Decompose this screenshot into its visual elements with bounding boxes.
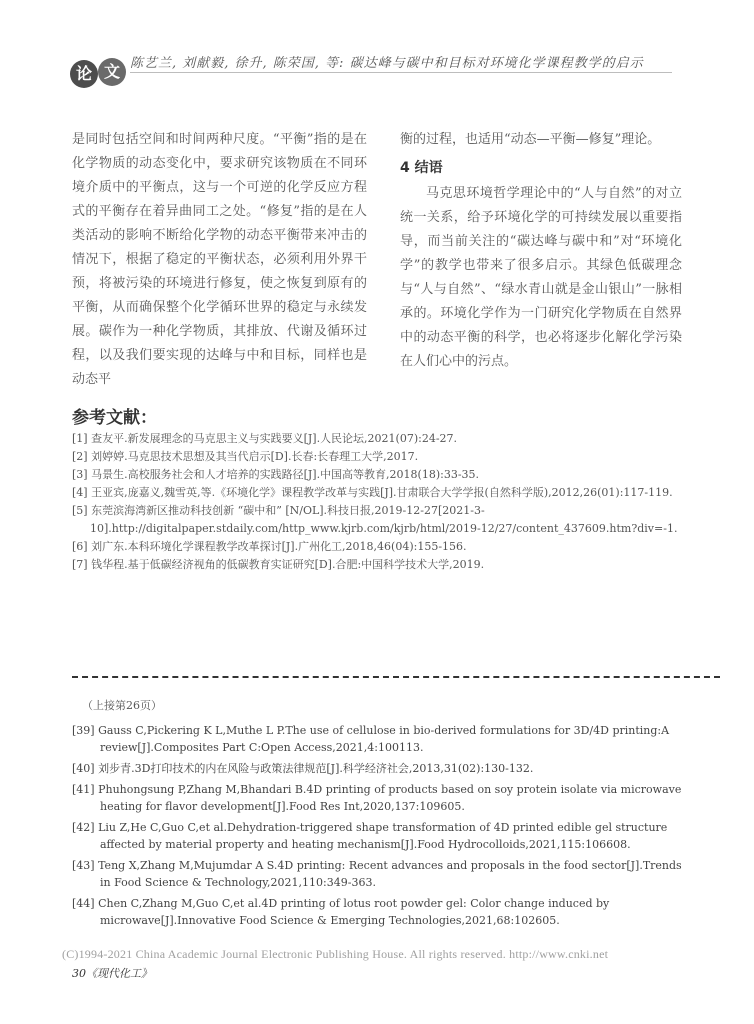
reference-item: [41] Phuhongsung P,Zhang M,Bhandari B.4D printing of products based on soy protein isolate via microwave heating for flavor development[J].Food Res Int,2020,137:109605. bbox=[72, 783, 682, 813]
reference-item: [1] 查友平.新发展理念的马克思主义与实践要义[J].人民论坛,2021(07):24-27. bbox=[72, 432, 458, 445]
page-number: 30《现代化工》 bbox=[72, 967, 152, 980]
reference-item: [6] 刘广东.本科环境化学课程教学改革探讨[J].广州化工,2018,46(04):155-156. bbox=[72, 540, 467, 553]
reference-item: [4] 王亚宾,庞嘉义,魏雪英,等.《环境化学》课程教学改革与实践[J].甘肃联合大学学报(自然科学版),2012,26(01):117-119. bbox=[72, 486, 673, 499]
left-paragraph: 是同时包括空间和时间两种尺度。“平衡”指的是在化学物质的动态变化中，要求研究该物质在不同环境介质中的平衡点，这与一个可逆的化学反应方程式的平衡存在着异曲同工之处。“修复”指的是在人类活动的影响不断给化学物的动态平衡带来冲击的情况下，根据了稳定的平衡状态，必须利用外界干预，将被污染的环境进行修复，使之恢复到原有的平衡，从而确保整个化学循环世界的稳定与永续发展。碳作为一种化学物质，其排放、代谢及循环过程，以及我们要实现的达峰与中和目标，同样也是动态平 bbox=[72, 132, 367, 387]
reference-item: [39] Gauss C,Pickering K L,Muthe L P.The use of cellulose in bio-derived formulations for 3D/4D printing:A review[J].Composites Part C:Open Access,2021,4:100113. bbox=[72, 724, 670, 754]
reference-item: [43] Teng X,Zhang M,Mujumdar A S.4D printing: Recent advances and proposals in the food sector[J].Trends in Food Science & Technology,2021,110:349-363. bbox=[72, 859, 682, 889]
header-rule bbox=[130, 72, 672, 73]
left-column bbox=[72, 128, 367, 392]
reference-item: [44] Chen C,Zhang M,Guo C,et al.4D printing of lotus root powder gel: Color change induced by microwave[J].Innovative Food Science & Emerging Technologies,2021,68:102605. bbox=[72, 897, 610, 927]
section-divider bbox=[72, 676, 720, 678]
continued-references-list bbox=[72, 722, 684, 933]
logo-char-wen: 文 bbox=[98, 58, 126, 86]
journal-logo bbox=[70, 58, 128, 88]
reference-item: [42] Liu Z,He C,Guo C,et al.Dehydration-triggered shape transformation of 4D printed edible gel structure affected by material property and heating mechanism[J].Food Hydrocolloids,2021,115:106608. bbox=[72, 821, 668, 851]
reference-item: [2] 刘婷婷.马克思技术思想及其当代启示[D].长春:长春理工大学,2017. bbox=[72, 450, 419, 463]
continuation-note: （上接第26页） bbox=[82, 699, 162, 712]
references-heading: 参考文献： bbox=[72, 408, 157, 428]
references-list bbox=[72, 430, 682, 574]
copyright-footer: (C)1994-2021 China Academic Journal Electronic Publishing House. All rights reserved. http://www.cnki.net bbox=[62, 947, 609, 961]
reference-item: [3] 马景生.高校服务社会和人才培养的实践路径[J].中国高等教育,2018(18):33-35. bbox=[72, 468, 480, 481]
reference-item: [40] 刘步青.3D打印技术的内在风险与政策法律规范[J].科学经济社会,2013,31(02):130-132. bbox=[72, 762, 534, 775]
right-paragraph-1: 衡的过程，也适用“动态—平衡—修复”理论。 bbox=[400, 132, 661, 147]
right-paragraph-2: 马克思环境哲学理论中的“人与自然”的对立统一关系，给予环境化学的可持续发展以重要指导，而当前关注的“碳达峰与碳中和”对“环境化学”的教学也带来了很多启示。其绿色低碳理念与“人与自然”、“绿水青山就是金山银山”一脉相承的。环境化学作为一门研究化学物质在自然界中的动态平衡的科学，也必将逐步化解化学污染在人们心中的污点。 bbox=[400, 186, 682, 369]
reference-item: [5] 东莞滨海湾新区推动科技创新 “碳中和” [N/OL].科技日报,2019-12-27[2021-3-10].http://digitalpaper.stdaily.com/http_www.kjrb.com/kjrb/html/2019-12/27/content_437609.htm?div=-1. bbox=[72, 504, 678, 535]
logo-char-lun: 论 bbox=[70, 60, 98, 88]
conclusion-heading: 4 结语 bbox=[400, 160, 443, 176]
right-column bbox=[400, 128, 682, 374]
reference-item: [7] 钱华程.基于低碳经济视角的低碳教育实证研究[D].合肥:中国科学技术大学,2019. bbox=[72, 558, 485, 571]
running-title: 陈艺兰, 刘献毅, 徐升, 陈荣国, 等: 碳达峰与碳中和目标对环境化学课程教学的启示 bbox=[130, 56, 644, 71]
